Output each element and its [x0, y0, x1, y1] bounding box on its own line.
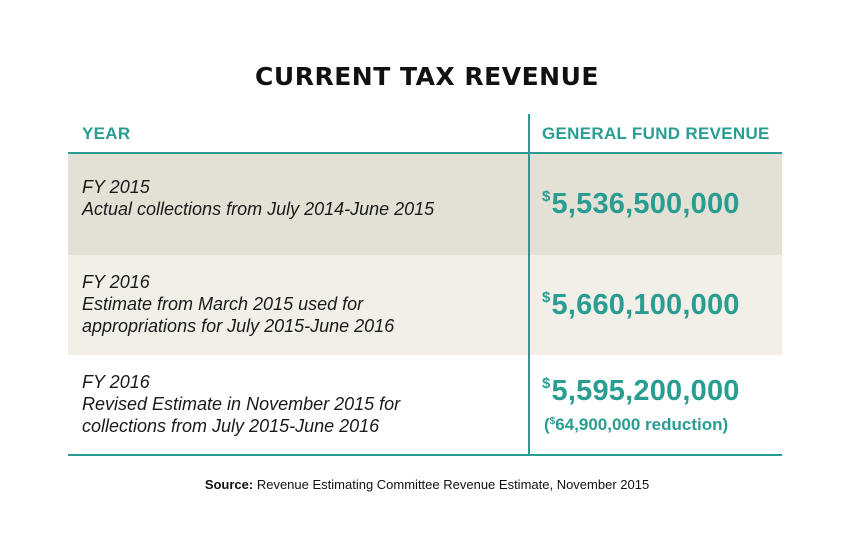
- fiscal-year-label: FY 2016: [82, 372, 150, 392]
- description-line: appropriations for July 2015-June 2016: [82, 316, 395, 336]
- revenue-table: [68, 114, 782, 456]
- table-row: [68, 255, 782, 355]
- page-title: CURRENT TAX REVENUE: [255, 62, 599, 91]
- currency-symbol: $: [542, 289, 551, 306]
- revenue-amount: [542, 289, 740, 322]
- table-row: [68, 355, 782, 454]
- description-line: Estimate from March 2015 used for: [82, 294, 364, 314]
- source-text: Revenue Estimating Committee Revenue Estimate, November 2015: [253, 477, 650, 492]
- revenue-amount: [542, 188, 740, 221]
- fiscal-year-label: FY 2015: [82, 177, 150, 197]
- year-cell: [82, 371, 522, 437]
- currency-symbol: $: [549, 416, 556, 427]
- table-header: [68, 114, 782, 154]
- amount-value: 5,595,200,000: [551, 375, 740, 407]
- description-line: Actual collections from July 2014-June 2015: [82, 199, 435, 219]
- table-bottom-border: [68, 454, 782, 456]
- currency-symbol: $: [542, 375, 551, 392]
- amount-value: 5,536,500,000: [551, 188, 740, 220]
- note-open-paren: (: [544, 415, 550, 434]
- source-note: [0, 477, 854, 492]
- revenue-amount: [542, 375, 740, 408]
- reduction-text: 64,900,000 reduction): [555, 415, 729, 434]
- year-cell: [82, 176, 522, 220]
- source-label: Source:: [204, 477, 254, 492]
- year-cell: [82, 271, 522, 337]
- fiscal-year-label: FY 2016: [82, 272, 150, 292]
- description-line: collections from July 2015-June 2016: [82, 416, 380, 436]
- column-divider: [528, 114, 530, 456]
- reduction-note: [544, 415, 728, 435]
- currency-symbol: $: [542, 188, 551, 205]
- amount-value: 5,660,100,000: [551, 289, 740, 321]
- year-column-header: YEAR: [82, 124, 131, 143]
- table-row: [68, 154, 782, 255]
- description-line: Revised Estimate in November 2015 for: [82, 394, 401, 414]
- revenue-column-header: GENERAL FUND REVENUE: [542, 124, 770, 143]
